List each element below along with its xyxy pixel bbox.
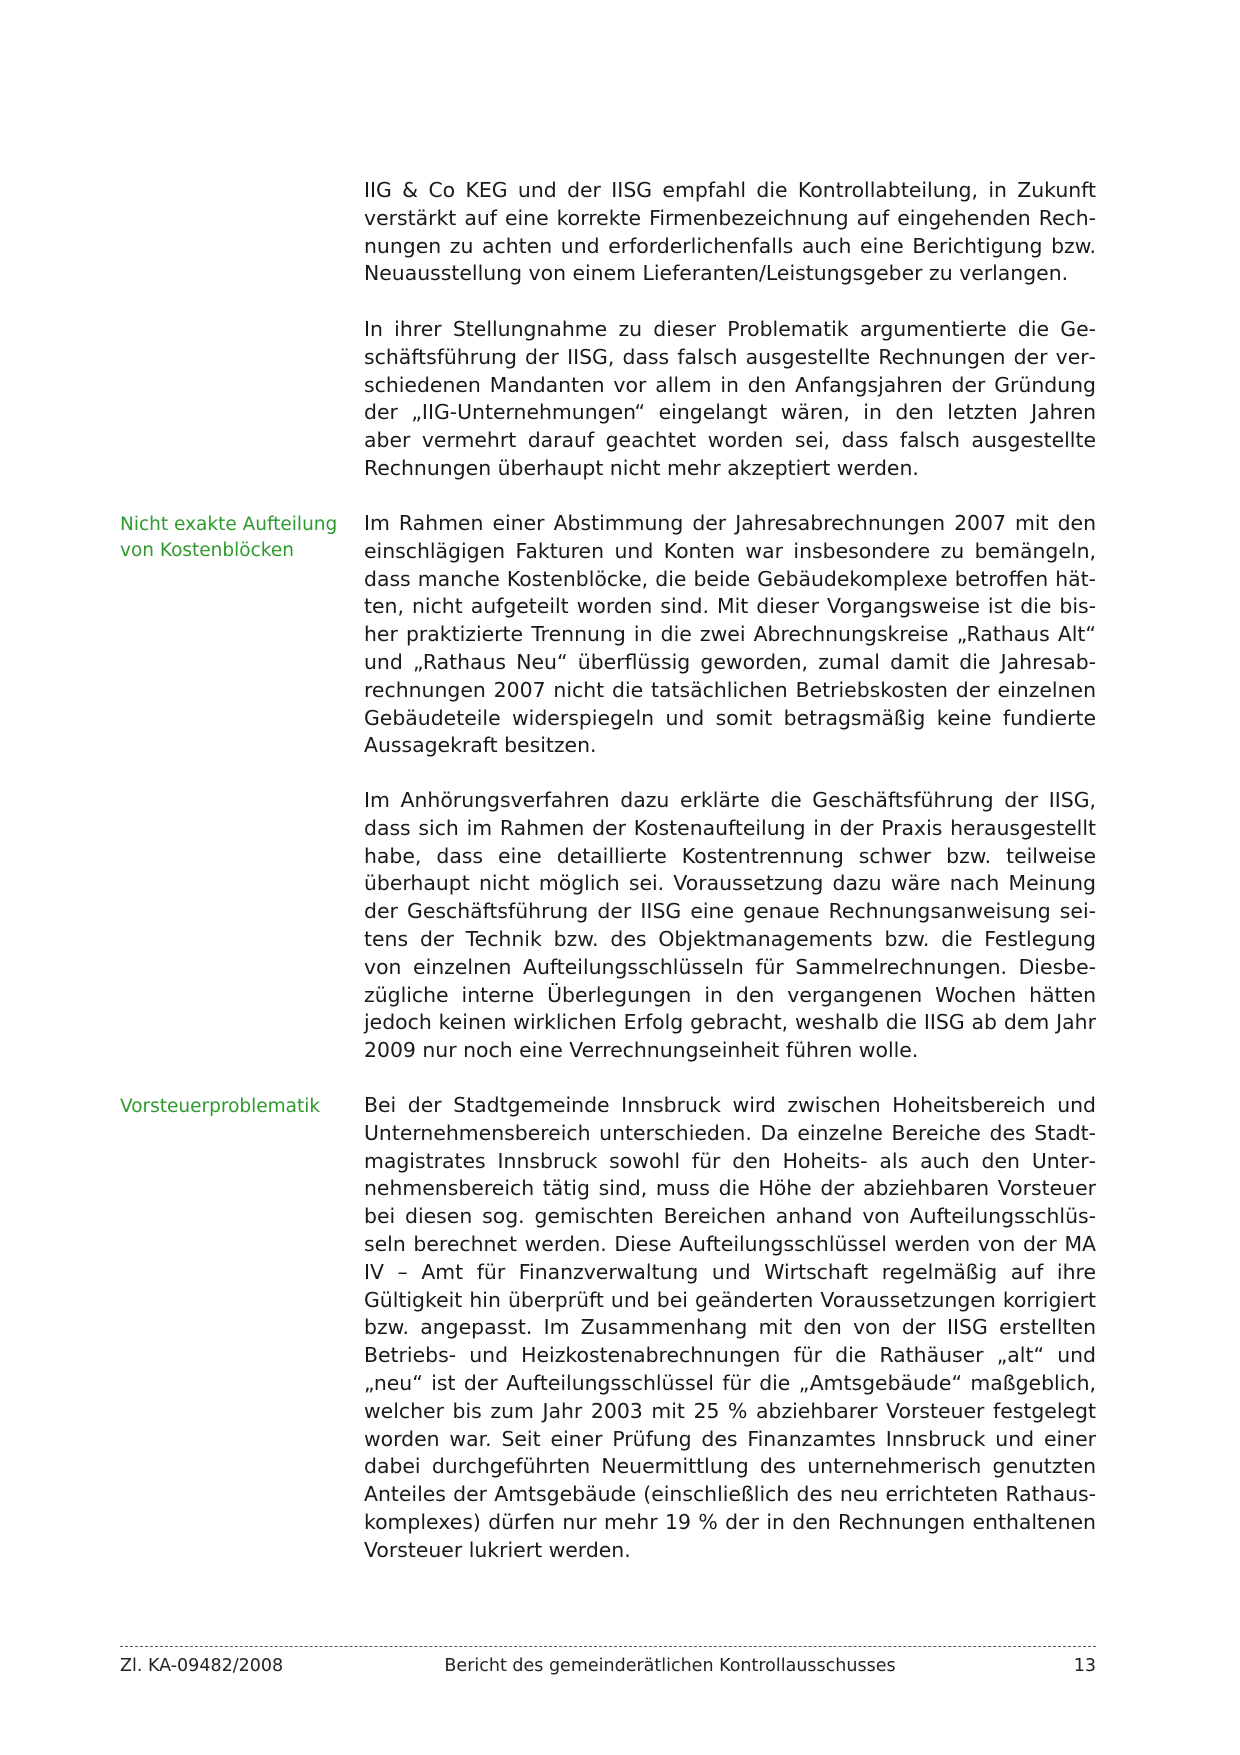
side-heading-cost-allocation: Nicht exakte Aufteilung von Kostenblöcken: [120, 514, 338, 561]
paragraph-input-tax: Bei der Stadtgemeinde Innsbruck wird zwischen Hoheitsbereich und Unternehmensbereich unterschieden. Da einzelne Bereiche des Stadtmagistrates Innsbruck sowohl für den Hoheits- als auch den Unternehmensbereich tätig sind, muss die Höhe der abziehbaren Vorsteuer bei diesen sog. gemischten Bereichen anhand von Aufteilungsschlüsseln berechnet werden. Diese Aufteilungsschlüssel werden von der MA IV – Amt für Finanzverwaltung und Wirtschaft regelmäßig auf ihre Gültigkeit hin überprüft und bei geänderten Voraussetzungen korrigiert bzw. angepasst. Im Zusammenhang mit den von der IISG erstellten Betriebs- und Heizkostenabrechnungen für die Rathäuser „alt“ und „neu“ ist der Aufteilungsschlüssel für die „Amtsgebäude“ maßgeblich, welcher bis zum Jahr 2003 mit 25 % abziehbarer Vorsteuer festgelegt worden war. Seit einer Prüfung des Finanzamtes Innsbruck und einer dabei durchgeführten Neuermittlung des unternehmerisch genutzten Anteiles der Amtsgebäude (einschließlich des neu errichteten Rathauskomplexes) dürfen nur mehr 19 % der in den Rechnungen enthaltenen Vorsteuer lukriert werden.: [364, 1093, 1096, 1562]
footer-reference: Zl. KA-09482/2008: [120, 1656, 284, 1676]
side-heading-input-tax: Vorsteuerproblematik: [120, 1096, 321, 1117]
footer-title: Bericht des gemeinderätlichen Kontrollausschusses: [444, 1656, 896, 1676]
footer-divider: [120, 1646, 1096, 1647]
page-number: 13: [1073, 1656, 1096, 1676]
paragraph-management-statement: In ihrer Stellungnahme zu dieser Problematik argumentierte die Geschäftsführung der IISG, dass falsch ausgestellte Rechnungen der verschiedenen Mandanten vor allem in den Anfangsjahren der Gründung der „IIG-Unternehmungen“ eingelangt wären, in den letzten Jahren aber vermehrt darauf geachtet worden sei, dass falsch ausgestellte Rechnungen überhaupt nicht mehr akzeptiert werden.: [364, 317, 1096, 480]
paragraph-cost-blocks: Im Rahmen einer Abstimmung der Jahresabrechnungen 2007 mit den einschlägigen Fakturen und Konten war insbesondere zu bemängeln, dass manche Kostenblöcke, die beide Gebäudekomplexe betroffen hätten, nicht aufgeteilt worden sind. Mit dieser Vorgangsweise ist die bisher praktizierte Trennung in die zwei Abrechnungskreise „Rathaus Alt“ und „Rathaus Neu“ überflüssig geworden, zumal damit die Jahresabrechnungen 2007 nicht die tatsächlichen Betriebskosten der einzelnen Gebäudeteile widerspiegeln und somit betragsmäßig keine fundierte Aussagekraft besitzen.: [364, 511, 1096, 758]
paragraph-firm-name: IIG & Co KEG und der IISG empfahl die Kontrollabteilung, in Zukunft verstärkt auf eine korrekte Firmenbezeichnung auf eingehenden Rechnungen zu achten und erforderlichenfalls auch eine Berichtigung bzw. Neuausstellung von einem Lieferanten/Leistungsgeber zu verlangen.: [364, 178, 1096, 286]
paragraph-hearing-procedure: Im Anhörungsverfahren dazu erklärte die Geschäftsführung der IISG, dass sich im Rahmen der Kostenaufteilung in der Praxis herausgestellt habe, dass eine detaillierte Kostentrennung schwer bzw. teilweise überhaupt nicht möglich sei. Voraussetzung dazu wäre nach Meinung der Geschäftsführung der IISG eine genaue Rechnungsanweisung seitens der Technik bzw. des Objektmanagements bzw. die Festlegung von einzelnen Aufteilungsschlüsseln für Sammelrechnungen. Diesbezügliche interne Überlegungen in den vergangenen Wochen hätten jedoch keinen wirklichen Erfolg gebracht, weshalb die IISG ab dem Jahr 2009 nur noch eine Verrechnungseinheit führen wolle.: [364, 788, 1096, 1063]
